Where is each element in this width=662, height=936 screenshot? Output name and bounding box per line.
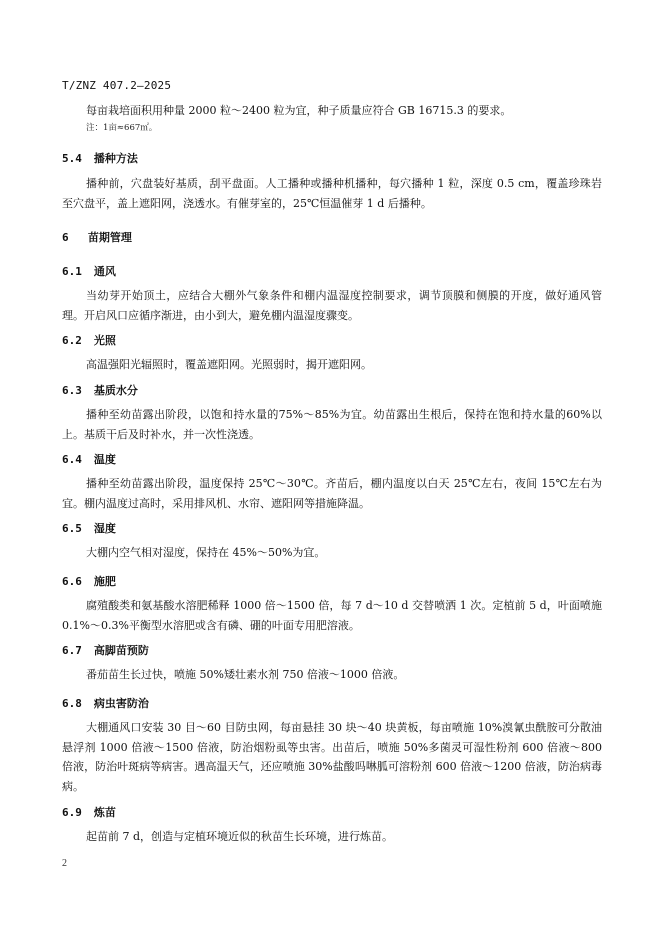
heading-6-5 [62,520,116,536]
section-title: 湿度 [93,522,116,535]
section-6-5-body [62,543,602,563]
paragraph: 番茄苗生长过快，喷施 50%矮壮素水剂 750 倍液～1000 倍液。 [86,668,405,681]
heading-6-4 [62,451,116,467]
paragraph: 当幼芽开始顶土，应结合大棚外气象条件和棚内温湿度控制要求，调节顶膜和侧膜的开度，做好通风管理。开启风口应循序渐进，由小到大，避免棚内温湿度骤变。 [62,289,602,322]
section-title: 病虫害防治 [93,697,149,710]
seed-amount-paragraph: 每亩栽培面积用种量 2000 粒～2400 粒为宜，种子质量应符合 GB 16715.3 的要求。 [86,104,512,117]
section-number: 6.3 [62,384,82,397]
section-title: 播种方法 [93,152,138,165]
paragraph: 播种至幼苗露出阶段，以饱和持水量的75%～85%为宜。幼苗露出生根后，保持在饱和持水量的60%以上。基质干后及时补水，并一次性浇透。 [62,408,602,441]
section-number: 6.4 [62,453,82,466]
section-6-8-body [62,718,602,796]
section-title: 炼苗 [93,806,116,819]
section-number: 5.4 [62,152,82,165]
section-title: 温度 [93,453,116,466]
heading-6-3 [62,382,138,398]
section-title: 施肥 [93,575,116,588]
document-id-header: T/ZNZ 407.2—2025 [62,79,172,92]
section-number: 6.6 [62,575,82,588]
section-number: 6.9 [62,806,82,819]
heading-6-2 [62,332,116,348]
section-title: 光照 [93,334,116,347]
section-title: 高脚苗预防 [93,644,149,657]
paragraph: 腐殖酸类和氨基酸水溶肥稀释 1000 倍～1500 倍，每 7 d～10 d 交替喷洒 1 次。定植前 5 d，叶面喷施 0.1%～0.3%平衡型水溶肥或含有磷、硼的叶面专用肥溶液。 [62,599,602,632]
section-number: 6.7 [62,644,82,657]
seed-amount-section [62,101,602,135]
section-6-1-body [62,286,602,325]
paragraph: 大棚内空气相对湿度，保持在 45%～50%为宜。 [86,546,326,559]
heading-6-8 [62,695,149,711]
heading-6-9 [62,804,116,820]
section-6-3-body [62,405,602,444]
section-number: 6.8 [62,697,82,710]
section-number: 6 [62,231,69,244]
paragraph: 起苗前 7 d，创造与定植环境近似的秋苗生长环境，进行炼苗。 [86,830,394,843]
area-unit-note: 注：1亩≈667㎡。 [86,122,158,133]
section-6-4-body [62,474,602,513]
section-6-9-body [62,827,602,847]
heading-6 [62,229,132,245]
section-number: 6.5 [62,522,82,535]
paragraph: 播种至幼苗露出阶段，温度保持 25℃～30℃。齐苗后，棚内温度以白天 25℃左右，夜间 15℃左右为宜。棚内温度过高时，采用排风机、水帘、遮阳网等措施降温。 [62,477,602,510]
paragraph: 高温强阳光辐照时，覆盖遮阳网。光照弱时，揭开遮阳网。 [86,358,372,371]
section-title: 通风 [93,265,116,278]
section-6-7-body [62,665,602,685]
heading-5-4 [62,150,138,166]
page-number: 2 [62,858,67,869]
paragraph: 播种前，穴盘装好基质，刮平盘面。人工播种或播种机播种，每穴播种 1 粒，深度 0.5 cm，覆盖珍珠岩至穴盘平，盖上遮阳网，浇透水。有催芽室的，25℃恒温催芽 1 d 后播种。 [62,177,602,210]
section-5-4-body [62,174,602,213]
section-title: 苗期管理 [87,231,132,244]
section-6-2-body [62,355,602,375]
section-title: 基质水分 [93,384,138,397]
heading-6-6 [62,573,116,589]
heading-6-1 [62,263,116,279]
section-6-6-body [62,596,602,635]
section-number: 6.1 [62,265,82,278]
section-number: 6.2 [62,334,82,347]
paragraph: 大棚通风口安装 30 目～60 目防虫网，每亩悬挂 30 块～40 块黄板，每亩喷施 10%溴氰虫酰胺可分散油悬浮剂 1000 倍液～1500 倍液，防治烟粉虱等虫害。出苗后，喷施 50%多菌灵可湿性粉剂 600 倍液～800 倍液，防治叶斑病等病害。遇高温天气，还应喷施 30%盐酸吗啉胍可溶粉剂 600 倍液～1200 倍液，防治病毒病。 [62,721,602,793]
heading-6-7 [62,642,149,658]
